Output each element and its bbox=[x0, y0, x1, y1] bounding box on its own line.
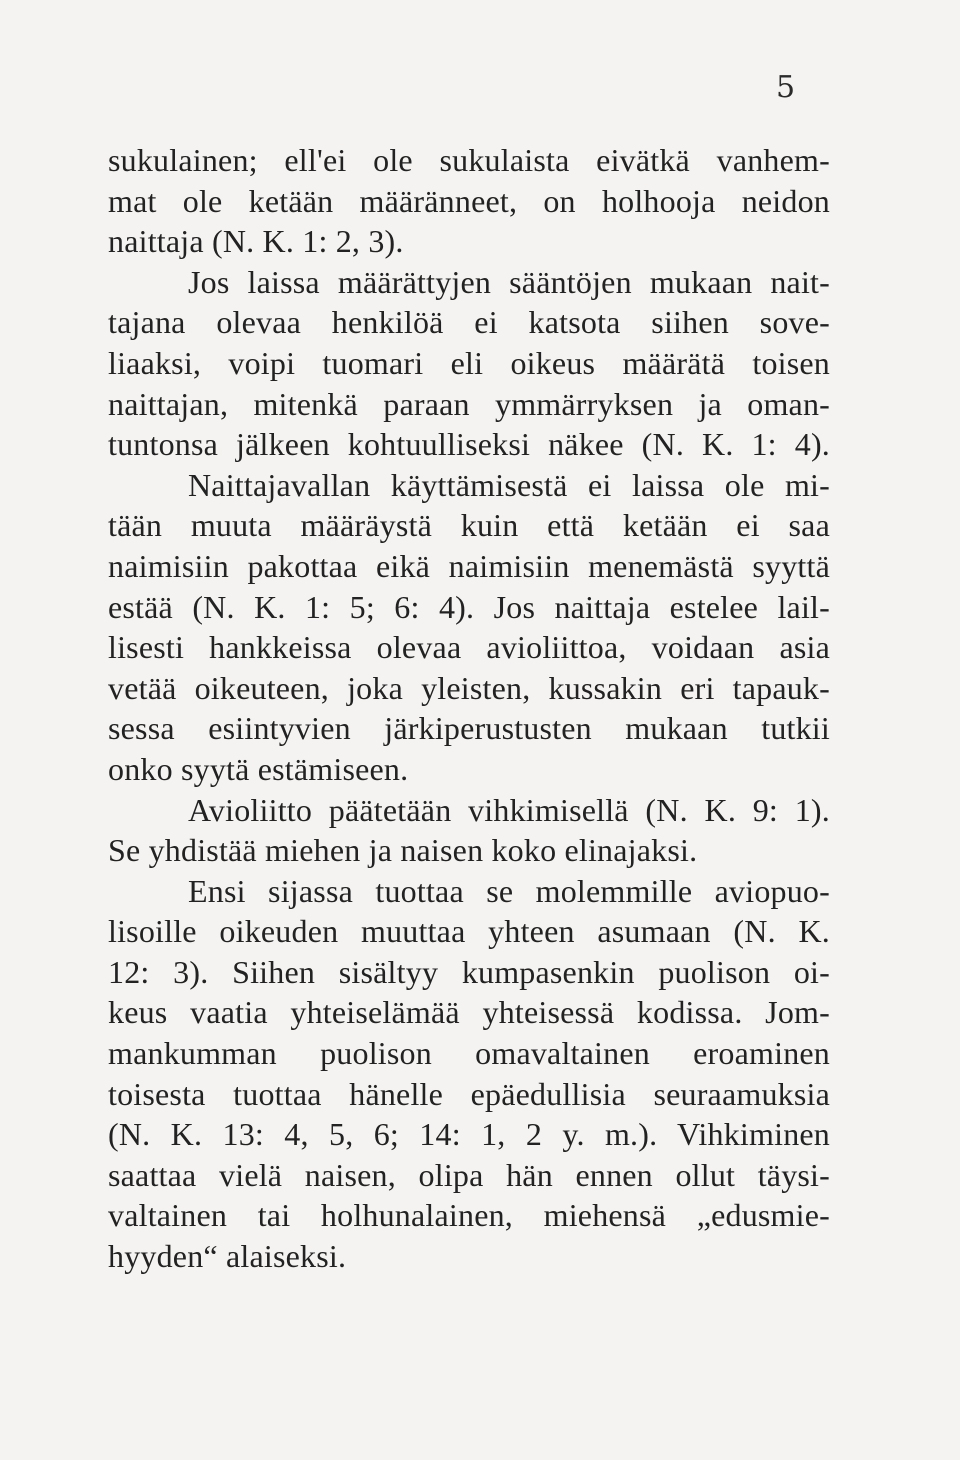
text-line: Se yhdistää miehen ja naisen koko elinajaksi. bbox=[108, 832, 698, 869]
text-line: toisesta tuottaa hänelle epäedullisia seuraamuksia bbox=[108, 1075, 830, 1112]
text-line: Avioliitto päätetään vihkimisellä (N. K. 9: 1). bbox=[188, 791, 830, 828]
text-line: liaaksi, voipi tuomari eli oikeus määrätä toisen bbox=[108, 344, 830, 381]
page-number: 5 bbox=[776, 70, 796, 105]
text-line: hyyden“ alaiseksi. bbox=[108, 1238, 347, 1275]
text-line: mat ole ketään määränneet, on holhooja neidon bbox=[108, 182, 830, 219]
text-line: naittajan, mitenkä paraan ymmärryksen ja oman- bbox=[108, 385, 830, 422]
body-text bbox=[108, 140, 830, 1277]
text-line: lisoille oikeuden muuttaa yhteen asumaan (N. K. bbox=[108, 913, 830, 950]
text-line: Naittajavallan käyttämisestä ei laissa ole mi- bbox=[188, 466, 830, 503]
text-line: 12: 3). Siihen sisältyy kumpasenkin puolison oi- bbox=[108, 953, 830, 990]
text-line: estää (N. K. 1: 5; 6: 4). Jos naittaja estelee lail- bbox=[108, 588, 830, 625]
text-line: valtainen tai holhunalainen, miehensä „edusmie- bbox=[108, 1197, 830, 1234]
text-line: mankumman puolison omavaltainen eroaminen bbox=[108, 1035, 830, 1072]
text-line: naimisiin pakottaa eikä naimisiin menemästä syyttä bbox=[108, 547, 830, 584]
text-line: tuntonsa jälkeen kohtuulliseksi näkee (N. K. 1: 4). bbox=[108, 426, 830, 463]
text-line: sukulainen; ell'ei ole sukulaista eivätkä vanhem- bbox=[108, 142, 830, 178]
text-line: Jos laissa määrättyjen sääntöjen mukaan nait- bbox=[188, 263, 830, 300]
text-line: vetää oikeuteen, joka yleisten, kussakin eri tapauk- bbox=[108, 669, 830, 706]
text-line: saattaa vielä naisen, olipa hän ennen ollut täysi- bbox=[108, 1156, 830, 1193]
text-line: Ensi sijassa tuottaa se molemmille aviopuo- bbox=[188, 872, 830, 909]
text-line: sessa esiintyvien järkiperustusten mukaan tutkii bbox=[108, 710, 830, 747]
text-line: naittaja (N. K. 1: 2, 3). bbox=[108, 223, 404, 260]
text-line: keus vaatia yhteiselämää yhteisessä kodissa. Jom- bbox=[108, 994, 830, 1031]
text-line: onko syytä estämiseen. bbox=[108, 750, 409, 787]
text-line: tajana olevaa henkilöä ei katsota siihen sove- bbox=[108, 304, 830, 341]
text-line: tään muuta määräystä kuin että ketään ei saa bbox=[108, 507, 830, 544]
text-line: lisesti hankkeissa olevaa avioliittoa, voidaan asia bbox=[108, 629, 830, 666]
text-line: (N. K. 13: 4, 5, 6; 14: 1, 2 y. m.). Vihkiminen bbox=[108, 1116, 830, 1153]
